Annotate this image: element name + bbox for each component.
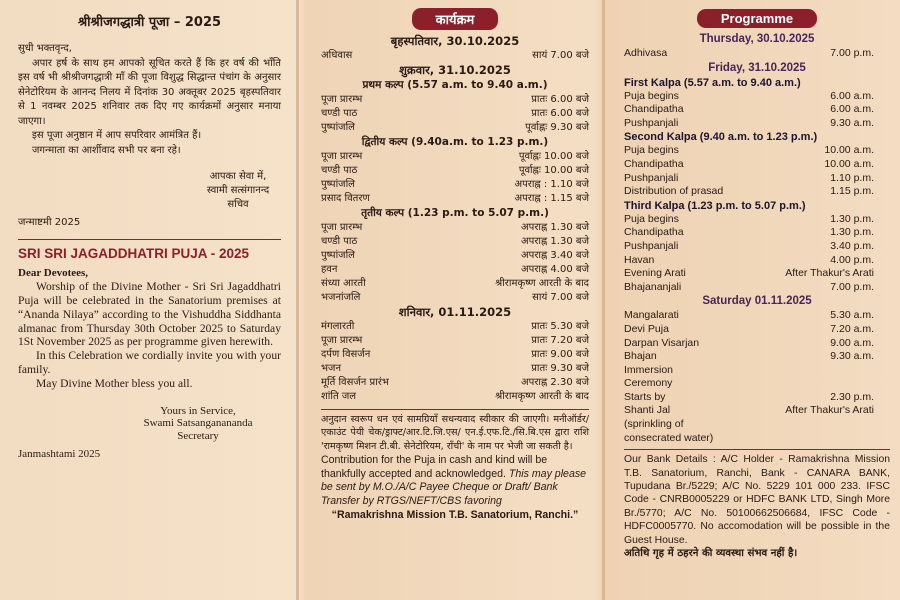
schedule-row bbox=[624, 364, 890, 391]
schedule-row bbox=[321, 150, 589, 164]
schedule-row bbox=[321, 348, 589, 362]
event-time: अपराह्न : 1.15 बजे bbox=[514, 193, 589, 204]
event-name: (sprinkling of consecrated water) bbox=[624, 418, 714, 444]
hindi-schedule bbox=[321, 34, 589, 404]
kalpa-header: Third Kalpa (1.23 p.m. to 5.07 p.m.) bbox=[624, 199, 806, 212]
event-name: Chandipatha bbox=[624, 226, 684, 239]
event-time: प्रातः 7.20 बजे bbox=[531, 335, 589, 346]
event-time: 1.10 p.m. bbox=[830, 171, 874, 184]
event-time: After Thakur's Arati bbox=[785, 267, 874, 280]
english-date: Janmashtami 2025 bbox=[18, 448, 101, 461]
english-programme-column bbox=[606, 0, 900, 600]
event-time: 7.00 p.m. bbox=[830, 47, 874, 59]
hindi-note-text: अनुदान स्वरूप धन एवं सामग्रियाँ सधन्यवाद स्वीकार की जाएगी। मनीऑर्डर/ एकाउंट पेयी चेक/ड्राफ्ट/आर.टि.जि.एस/ एन.ई.एफ.टि./सि.बि.एस द्वारा राशि 'रामकृष्ण मिशन टी.बी. सेनेटोरियम, राँची' के नाम पर भेजी जा सकती है। bbox=[321, 414, 589, 452]
english-signature-line: Yours in Service, bbox=[160, 404, 236, 417]
schedule-row bbox=[321, 49, 589, 63]
hindi-signature bbox=[188, 170, 288, 212]
schedule-row bbox=[624, 337, 890, 351]
event-name: Bhajan bbox=[624, 350, 657, 363]
event-time: अपराह्न 1.30 बजे bbox=[521, 236, 589, 247]
event-time: 7.00 p.m. bbox=[830, 280, 874, 293]
note-line-1: Contribution for the Puja in cash and kind will be thankfully accepted and acknowledged. bbox=[321, 454, 548, 480]
event-time: 9.30 a.m. bbox=[830, 116, 874, 129]
schedule-row bbox=[624, 323, 890, 337]
event-time: 4.00 p.m. bbox=[830, 253, 874, 266]
event-name: भजन bbox=[321, 363, 341, 374]
event-time bbox=[724, 418, 890, 445]
schedule-row bbox=[321, 249, 589, 263]
event-name: Havan bbox=[624, 253, 655, 266]
english-signature-line: Secretary bbox=[177, 429, 219, 442]
event-name: Distribution of prasad bbox=[624, 185, 724, 198]
event-name: हवन bbox=[321, 264, 338, 275]
schedule-row bbox=[321, 362, 589, 376]
event-name: Devi Puja bbox=[624, 322, 669, 335]
event-time: प्रातः 6.00 बजे bbox=[531, 108, 589, 119]
event-name: मंगलारती bbox=[321, 321, 355, 332]
divider bbox=[18, 239, 281, 240]
event-time: 10.00 a.m. bbox=[824, 144, 874, 157]
event-time: श्रीरामकृष्ण आरती के बाद bbox=[495, 391, 589, 402]
event-name: Puja begins bbox=[624, 144, 679, 157]
event-name: पूजा प्रारम्भ bbox=[321, 151, 363, 162]
event-name: पुष्पांजलि bbox=[321, 122, 355, 133]
english-paragraph-1: Worship of the Divine Mother - Sri Sri Jagaddhatri Puja will be celebrated in the Sanatorium premises at “Ananda Nilaya” according to the Vishuddha Siddhanta almanac from Thursday 30th October 2025 to Saturday 1St November 2025 as per programme given herewith. bbox=[18, 280, 281, 349]
schedule-row bbox=[624, 281, 890, 295]
schedule-row bbox=[624, 240, 890, 254]
event-time: प्रातः 9.30 बजे bbox=[531, 363, 589, 374]
event-time: अपराह्न : 1.10 बजे bbox=[514, 179, 589, 190]
event-name: संध्या आरती bbox=[321, 278, 366, 289]
event-name: Chandipatha bbox=[624, 157, 684, 170]
event-time: 10.00 a.m. bbox=[824, 157, 874, 170]
event-name: भजनांजलि bbox=[321, 292, 361, 303]
english-title: SRI SRI JAGADDHATRI PUJA - 2025 bbox=[18, 245, 250, 261]
invitation-letter-column bbox=[0, 0, 295, 600]
event-time: अपराह्न 1.30 बजे bbox=[521, 222, 589, 233]
schedule-row bbox=[321, 320, 589, 334]
schedule-row bbox=[624, 226, 890, 240]
event-name: Puja begins bbox=[624, 212, 679, 225]
schedule-row bbox=[624, 103, 890, 117]
event-time: After Thakur's Arati bbox=[785, 404, 874, 417]
event-name: Evening Arati bbox=[624, 267, 686, 280]
hindi-signature-line: आपका सेवा में, bbox=[209, 171, 267, 182]
day-header: बृहस्पतिवार, 30.10.2025 bbox=[390, 34, 520, 48]
fold-line bbox=[602, 0, 605, 600]
event-name: शांति जल bbox=[321, 391, 357, 402]
schedule-row bbox=[321, 263, 589, 277]
kalpa-header: द्वितीय कल्प (9.40a.m. to 1.23 p.m.) bbox=[361, 136, 549, 148]
event-time: सायं 7.00 बजे bbox=[532, 292, 589, 303]
bank-details bbox=[624, 449, 890, 560]
english-paragraph-3: May Divine Mother bless you all. bbox=[36, 376, 193, 390]
event-name: Pushpanjali bbox=[624, 171, 679, 184]
english-salutation: Dear Devotees, bbox=[18, 266, 89, 279]
event-name: अधिवास bbox=[321, 50, 353, 61]
day-header: Friday, 31.10.2025 bbox=[708, 61, 806, 74]
schedule-row bbox=[321, 376, 589, 390]
event-name: Mangalarati bbox=[624, 309, 679, 322]
schedule-row bbox=[624, 391, 890, 405]
day-header: Saturday 01.11.2025 bbox=[702, 295, 812, 308]
event-name: चण्डी पाठ bbox=[321, 165, 358, 176]
event-time: 1.30 p.m. bbox=[830, 226, 874, 239]
kalpa-header: तृतीय कल्प (1.23 p.m. to 5.07 p.m.) bbox=[361, 207, 549, 219]
schedule-row bbox=[624, 418, 890, 445]
english-signature-line: Swami Satsanganananda bbox=[143, 417, 253, 430]
english-note-text bbox=[321, 454, 589, 508]
event-name: Immersion Ceremony bbox=[624, 363, 674, 390]
event-name: चण्डी पाठ bbox=[321, 236, 358, 247]
event-time: पूर्वाह्नः 10.00 बजे bbox=[518, 151, 589, 162]
event-time: 9.00 a.m. bbox=[830, 336, 874, 349]
event-time: पूर्वाह्नः 10.00 बजे bbox=[518, 165, 589, 176]
schedule-row bbox=[624, 254, 890, 268]
event-name: पूजा प्रारम्भ bbox=[321, 94, 363, 105]
event-time: अपराह्न 3.40 बजे bbox=[521, 250, 589, 261]
kalpa-header: प्रथम कल्प (5.57 a.m. to 9.40 a.m.) bbox=[362, 79, 548, 91]
event-time: 9.30 a.m. bbox=[830, 350, 874, 363]
hindi-paragraph-2: इस पूजा अनुष्ठान में आप सपरिवार आमंत्रित हैं। bbox=[32, 130, 202, 141]
event-time: 6.00 a.m. bbox=[830, 103, 874, 116]
schedule-row bbox=[321, 291, 589, 305]
hindi-programme-badge: कार्यक्रम bbox=[412, 8, 499, 30]
schedule-row bbox=[321, 121, 589, 135]
event-name: Darpan Visarjan bbox=[624, 336, 700, 349]
schedule-row bbox=[624, 267, 890, 281]
event-name: Adhivasa bbox=[624, 47, 668, 59]
note-payee: “Ramakrishna Mission T.B. Sanatorium, Ranchi.” bbox=[331, 508, 579, 521]
hindi-paragraph-3: जगन्माता का आर्शीवाद सभी पर बना रहे। bbox=[32, 144, 181, 156]
event-time: 6.00 a.m. bbox=[830, 89, 874, 102]
schedule-row bbox=[624, 47, 890, 61]
event-name: Puja begins bbox=[624, 89, 679, 102]
event-name: Shanti Jal bbox=[624, 404, 671, 417]
event-name: Bhajananjali bbox=[624, 280, 682, 293]
hindi-salutation: सुधी भक्तवृन्द, bbox=[18, 43, 72, 54]
day-header: Thursday, 30.10.2025 bbox=[699, 33, 815, 45]
hindi-paragraph-1: अपार हर्ष के साथ हम आपको सूचित करते हैं कि हर वर्ष की भाँति इस वर्ष भी श्रीश्रीजगद्धात्री माँ की पूजा विशुद्ध सिद्धान्त पंचांग के अनुसार सेनेटोरियम के आनन्द निलय में दिनांक 30 अक्तूबर 2025 बृहस्पतिवार से 1 नवम्बर 2025 शनिवार तक दिए गए कार्यक्रमों अनुसार मनाया जाएगा। bbox=[18, 57, 281, 127]
event-time bbox=[724, 364, 890, 391]
event-time: श्रीरामकृष्ण आरती के बाद bbox=[495, 278, 589, 289]
schedule-row bbox=[321, 390, 589, 404]
schedule-row bbox=[321, 164, 589, 178]
event-name: चण्डी पाठ bbox=[321, 108, 358, 119]
event-name: Pushpanjali bbox=[624, 116, 679, 129]
event-name: Starts by bbox=[624, 390, 666, 403]
schedule-row bbox=[321, 192, 589, 206]
bank-details-text: Our Bank Details : A/C Holder - Ramakrishna Mission T.B. Sanatorium, Ranchi, Bank - CANARA BANK, Tupudana Br./5229; A/C No. 5229 101 000 233. IFSC Code - CNRB0005229 or HDFC BANK LTD, Singh More Br./5770; A/C No. 50100662506684, IFSC Code - HDFC0005770. No accomodation will be possible in the Guest House. bbox=[624, 454, 890, 546]
schedule-row bbox=[624, 213, 890, 227]
event-time: प्रातः 5.30 बजे bbox=[531, 321, 589, 332]
event-time: प्रातः 6.00 बजे bbox=[531, 94, 589, 105]
schedule-row bbox=[321, 235, 589, 249]
event-name: Chandipatha bbox=[624, 103, 684, 116]
schedule-row bbox=[321, 277, 589, 291]
event-time: 3.40 p.m. bbox=[830, 239, 874, 252]
english-schedule bbox=[624, 32, 890, 445]
event-time: 1.15 p.m. bbox=[830, 185, 874, 198]
schedule-row bbox=[321, 93, 589, 107]
day-header: शुक्रवार, 31.10.2025 bbox=[399, 63, 511, 77]
event-time: 5.30 a.m. bbox=[830, 309, 874, 322]
hindi-contribution-note bbox=[321, 409, 589, 522]
event-time: पूर्वाह्नः 9.30 बजे bbox=[525, 122, 589, 133]
schedule-row bbox=[624, 158, 890, 172]
event-name: प्रसाद वितरण bbox=[321, 193, 370, 204]
event-name: पुष्पांजलि bbox=[321, 179, 355, 190]
schedule-row bbox=[321, 221, 589, 235]
schedule-row bbox=[321, 107, 589, 121]
event-name: दर्पण विसर्जन bbox=[321, 349, 371, 360]
event-time: 7.20 a.m. bbox=[830, 322, 874, 335]
kalpa-header: First Kalpa (5.57 a.m. to 9.40 a.m.) bbox=[624, 76, 801, 89]
event-time: 2.30 p.m. bbox=[830, 390, 874, 403]
guest-house-note: अतिथि गृह में ठहरने की व्यवस्था संभव नहीं है। bbox=[624, 548, 798, 560]
schedule-row bbox=[624, 90, 890, 104]
day-header: शनिवार, 01.11.2025 bbox=[398, 305, 512, 319]
schedule-row bbox=[624, 185, 890, 199]
english-programme-badge: Programme bbox=[697, 9, 817, 28]
event-time: प्रातः 9.00 बजे bbox=[531, 349, 589, 360]
schedule-row bbox=[624, 117, 890, 131]
event-time: 1.30 p.m. bbox=[830, 212, 874, 225]
hindi-date: जन्माष्टमी 2025 bbox=[18, 217, 81, 228]
event-name: मूर्ति विसर्जन प्रारंभ bbox=[321, 377, 389, 388]
event-name: पूजा प्रारम्भ bbox=[321, 335, 363, 346]
kalpa-header: Second Kalpa (9.40 a.m. to 1.23 p.m.) bbox=[624, 131, 818, 144]
event-time: अपराह्न 4.00 बजे bbox=[521, 264, 589, 275]
event-time: अपराह्न 2.30 बजे bbox=[521, 377, 589, 388]
hindi-title: श्रीश्रीजगद्धात्री पूजा – 2025 bbox=[77, 15, 222, 30]
note-line-2: This may please be sent by M.O./A/C Payee Cheque or Draft/ Bank Transfer by RTGS/NEFT/CBS favoring bbox=[321, 467, 587, 507]
schedule-row bbox=[624, 144, 890, 158]
event-name: Pushpanjali bbox=[624, 239, 679, 252]
schedule-row bbox=[624, 172, 890, 186]
event-name: पूजा प्रारम्भ bbox=[321, 222, 363, 233]
schedule-row bbox=[321, 178, 589, 192]
schedule-row bbox=[624, 309, 890, 323]
schedule-row bbox=[624, 350, 890, 364]
hindi-programme-column bbox=[299, 0, 599, 600]
event-time: सायं 7.00 बजे bbox=[532, 50, 589, 61]
english-signature bbox=[133, 405, 263, 443]
hindi-signature-line: सचिव bbox=[227, 199, 249, 210]
schedule-row bbox=[321, 334, 589, 348]
event-name: पुष्पांजलि bbox=[321, 250, 355, 261]
english-paragraph-2: In this Celebration we cordially invite you with your family. bbox=[18, 349, 281, 377]
hindi-signature-line: स्वामी सत्संगानन्द bbox=[206, 185, 270, 196]
schedule-row bbox=[624, 404, 890, 418]
